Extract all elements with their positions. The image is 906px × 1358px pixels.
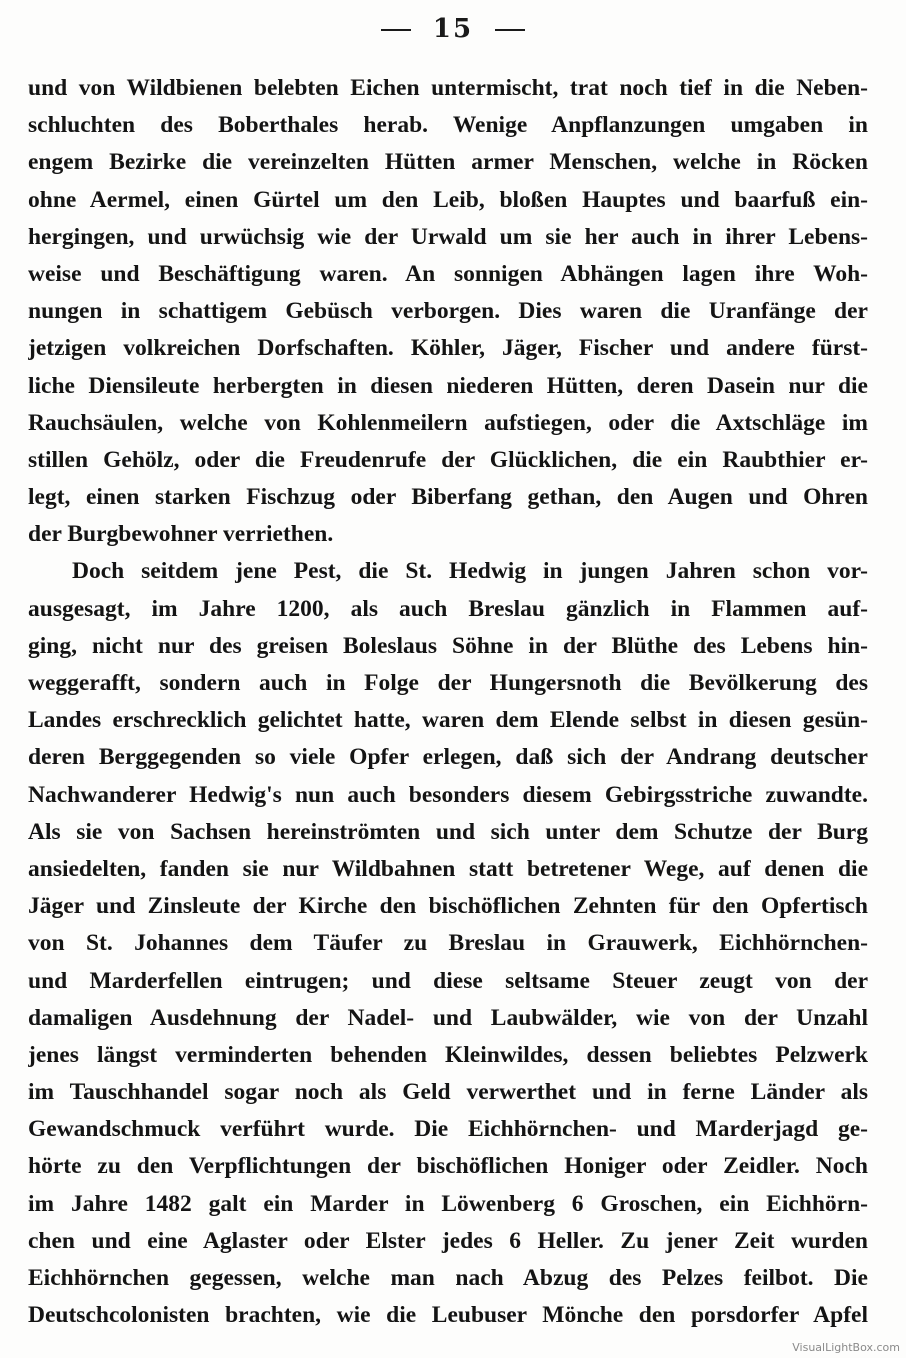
text-line: Landes erschrecklich gelichtet hatte, waren dem Elende selbst in diesen gesün-: [28, 707, 868, 734]
text-line: ging, nicht nur des greisen Boleslaus Söhne in der Blüthe des Lebens hin-: [28, 632, 868, 659]
text-line: liche Diensileute herbergten in diesen niederen Hütten, deren Dasein nur die: [28, 372, 868, 399]
text-line: damaligen Ausdehnung der Nadel- und Laubwälder, wie von der Unzahl: [28, 1004, 868, 1031]
text-line: legt, einen starken Fischzug oder Biberfang gethan, den Augen und Ohren: [28, 484, 868, 511]
text-line: jenes längst verminderten behenden Kleinwildes, dessen beliebtes Pelzwerk: [28, 1041, 868, 1068]
text-line: und Marderfellen eintrugen; und diese seltsame Steuer zeugt von der: [28, 967, 868, 994]
text-line: schluchten des Boberthales herab. Wenige Anpflanzungen umgaben in: [28, 112, 868, 139]
text-line: jetzigen volkreichen Dorfschaften. Köhler, Jäger, Fischer und andere fürst-: [28, 335, 868, 362]
text-line: deren Berggegenden so viele Opfer erlegen, daß sich der Andrang deutscher: [28, 744, 868, 771]
text-line: stillen Gehölz, oder die Freudenrufe der Glücklichen, die ein Raubthier er-: [28, 446, 868, 473]
text-line: Jäger und Zinsleute der Kirche den bischöflichen Zehnten für den Opfertisch: [28, 893, 868, 920]
text-line: Nachwanderer Hedwig's nun auch besonders diesem Gebirgsstriche zuwandte.: [28, 781, 868, 808]
text-line: Gewandschmuck verführt wurde. Die Eichhörnchen- und Marderjagd ge-: [28, 1116, 868, 1143]
text-line: und von Wildbienen belebten Eichen untermischt, trat noch tief in die Neben-: [28, 75, 868, 101]
page-header: [0, 14, 906, 44]
text-line: nungen in schattigem Gebüsch verborgen. Dies waren die Uranfänge der: [28, 298, 868, 325]
text-line: ansiedelten, fanden sie nur Wildbahnen statt betretener Wege, auf denen die: [28, 855, 868, 882]
text-line: weggerafft, sondern auch in Folge der Hungersnoth die Bevölkerung des: [28, 670, 868, 696]
text-line: Deutschcolonisten brachten, wie die Leubuser Mönche den porsdorfer Apfel: [28, 1302, 868, 1329]
header-dash-right: [495, 29, 525, 31]
text-line: im Tauschhandel sogar noch als Geld verwerthet und in ferne Länder als: [28, 1079, 868, 1106]
text-line: Als sie von Sachsen hereinströmten und sich unter dem Schutze der Burg: [28, 818, 868, 845]
text-line: Eichhörnchen gegessen, welche man nach Abzug des Pelzes feilbot. Die: [28, 1265, 868, 1291]
text-line: von St. Johannes dem Täufer zu Breslau in Grauwerk, Eichhörnchen-: [28, 930, 868, 957]
text-line: chen und eine Aglaster oder Elster jedes 6 Heller. Zu jener Zeit wurden: [28, 1227, 868, 1254]
text-line: der Burgbewohner verriethen.: [28, 521, 334, 548]
text-line: weise und Beschäftigung waren. An sonnigen Abhängen lagen ihre Woh-: [28, 260, 868, 287]
text-line: hörte zu den Verpflichtungen der bischöflichen Honiger oder Zeidler. Noch: [28, 1153, 868, 1180]
text-line: im Jahre 1482 galt ein Marder in Löwenberg 6 Groschen, ein Eichhörn-: [28, 1190, 868, 1217]
text-line: Rauchsäulen, welche von Kohlenmeilern aufstiegen, oder die Axtschläge im: [28, 409, 868, 436]
text-line: engem Bezirke die vereinzelten Hütten armer Menschen, welche in Röcken: [28, 149, 868, 176]
watermark: VisualLightBox.com: [792, 1341, 900, 1354]
text-line: ohne Aermel, einen Gürtel um den Leib, bloßen Hauptes und baarfuß ein-: [28, 186, 868, 213]
body-text: [28, 70, 868, 1334]
text-line: Doch seitdem jene Pest, die St. Hedwig in jungen Jahren schon vor-: [72, 558, 868, 585]
header-dash-left: [381, 29, 411, 31]
page-number: 15: [432, 14, 474, 44]
text-line: ausgesagt, im Jahre 1200, als auch Breslau gänzlich in Flammen auf-: [28, 595, 868, 622]
text-line: hergingen, und urwüchsig wie der Urwald um sie her auch in ihrer Lebens-: [28, 223, 868, 250]
